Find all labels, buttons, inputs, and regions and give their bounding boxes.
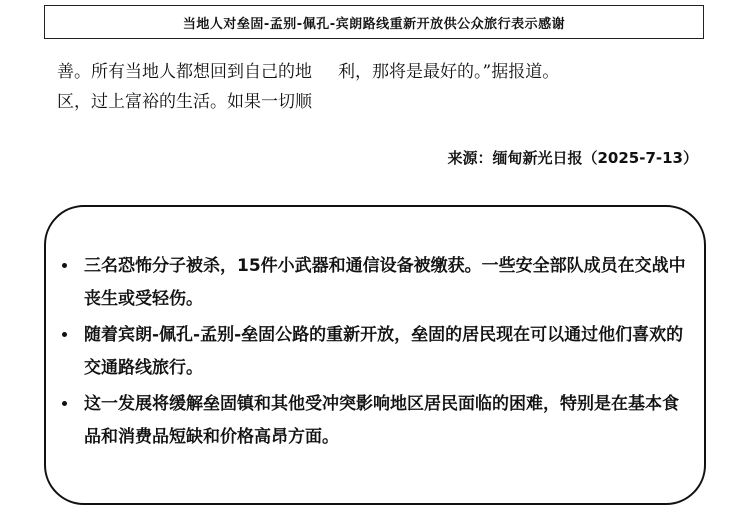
bullet-icon <box>62 263 67 268</box>
article-line-1-part-2: 利，那将是最好的。”据报道。 <box>338 62 560 82</box>
highlight-text: 随着宾朗-佩孔-孟别-垒固公路的重新开放，垒固的居民现在可以通过他们喜欢的交通路线旅行。 <box>84 325 684 378</box>
article-title: 当地人对垒固-孟别-佩孔-宾朗路线重新开放供公众旅行表示感谢 <box>182 16 566 32</box>
highlight-text: 三名恐怖分子被杀，15件小武器和通信设备被缴获。一些安全部队成员在交战中丧生或受轻伤。 <box>84 256 686 309</box>
article-line-1-part-1: 善。所有当地人都想回到自己的地 <box>57 62 312 82</box>
bullet-icon <box>62 401 67 406</box>
article-body <box>57 57 717 117</box>
highlight-item <box>62 319 692 385</box>
article-line-2: 区，过上富裕的生活。如果一切顺 <box>57 92 312 112</box>
highlight-item <box>62 250 692 316</box>
highlight-text: 这一发展将缓解垒固镇和其他受冲突影响地区居民面临的困难，特别是在基本食品和消费品短缺和价格高昂方面。 <box>84 394 679 447</box>
article-title-box <box>44 5 704 39</box>
highlight-item <box>62 388 692 454</box>
source-credit: 来源：缅甸新光日报（2025-7-13） <box>447 149 698 167</box>
highlights-list <box>62 250 692 457</box>
article-line-1 <box>57 57 717 87</box>
bullet-icon <box>62 332 67 337</box>
